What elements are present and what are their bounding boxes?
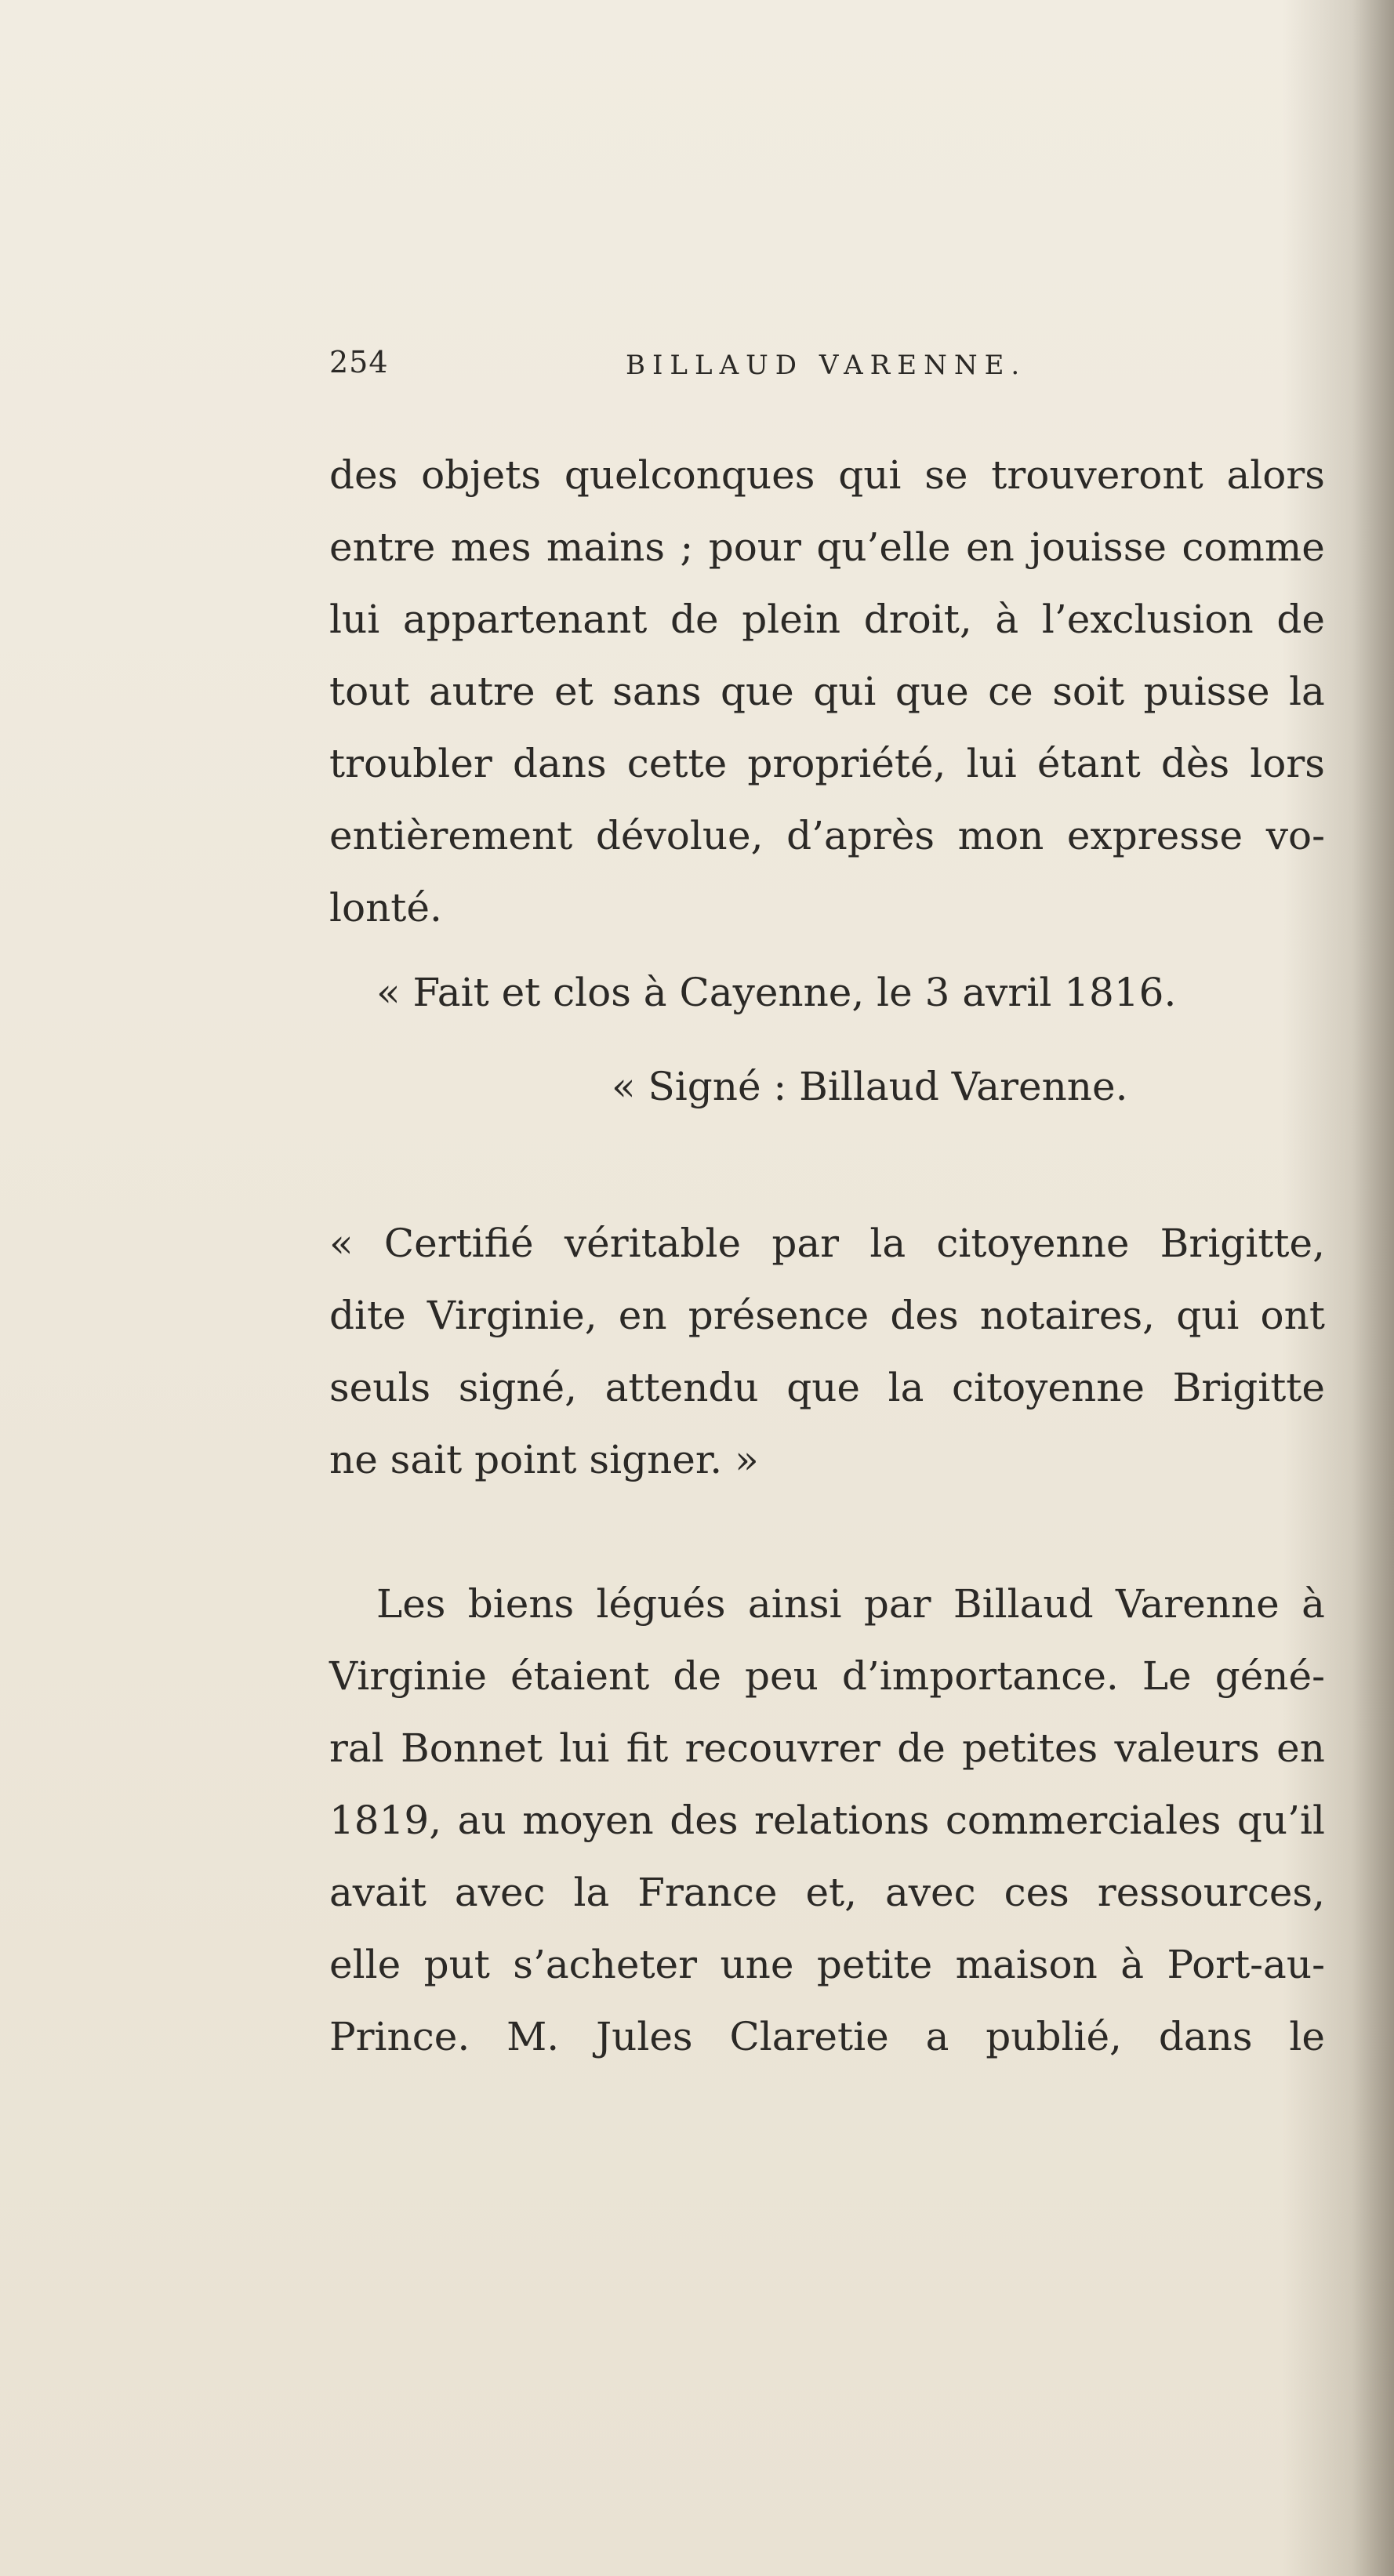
- word: citoyenne: [936, 1221, 1130, 1266]
- word: la: [888, 1365, 924, 1410]
- word: pour: [708, 524, 801, 570]
- page-header: [329, 345, 1333, 400]
- word: jouisse: [1029, 524, 1167, 570]
- word: dévolue,: [595, 813, 764, 858]
- word: objets: [421, 452, 542, 498]
- word: petites: [962, 1725, 1098, 1771]
- word: véritable: [564, 1221, 742, 1266]
- word: «: [329, 1221, 354, 1266]
- text-line: [329, 511, 1325, 583]
- word: Les: [376, 1581, 446, 1627]
- word: se: [924, 452, 968, 498]
- word: lui: [559, 1725, 610, 1771]
- word: ce: [988, 669, 1033, 714]
- word: de: [670, 597, 719, 642]
- word: le: [1289, 2014, 1325, 2059]
- word: par: [863, 1581, 931, 1627]
- word: de: [673, 1653, 721, 1699]
- word: en: [966, 524, 1015, 570]
- word: fit: [626, 1725, 669, 1771]
- text-line: [329, 439, 1325, 511]
- word: 1819,: [329, 1798, 442, 1843]
- text-line: [329, 583, 1325, 655]
- word: dès: [1160, 741, 1230, 786]
- word: dans: [1158, 2014, 1253, 2059]
- word: dite: [329, 1293, 406, 1338]
- word: à: [1301, 1581, 1325, 1627]
- word: des: [329, 452, 398, 498]
- word: que: [720, 669, 794, 714]
- word: lors: [1250, 741, 1325, 786]
- word: avec: [454, 1870, 546, 1915]
- word: avec: [884, 1870, 976, 1915]
- word: ces: [1004, 1870, 1069, 1915]
- word: Brigitte: [1172, 1365, 1325, 1410]
- word: Varenne: [1115, 1581, 1280, 1627]
- word: comme: [1182, 524, 1325, 570]
- word: qu’elle: [816, 524, 951, 570]
- word: Le: [1142, 1653, 1192, 1699]
- word: présence: [688, 1293, 869, 1338]
- word: Prince.: [329, 2014, 470, 2059]
- word: France: [637, 1870, 778, 1915]
- word: d’après: [786, 813, 935, 858]
- word: par: [771, 1221, 840, 1266]
- word: qui: [1176, 1293, 1240, 1338]
- word: droit,: [863, 597, 972, 642]
- word: des: [670, 1798, 739, 1843]
- word: dans: [512, 741, 607, 786]
- word: vo-: [1265, 813, 1325, 858]
- word: au: [457, 1798, 506, 1843]
- word: et: [554, 669, 594, 714]
- word: expresse: [1066, 813, 1243, 858]
- word: relations: [754, 1798, 930, 1843]
- text-line: [329, 1279, 1325, 1351]
- word: Claretie: [729, 2014, 889, 2059]
- word: la: [573, 1870, 610, 1915]
- word: tout: [329, 669, 410, 714]
- word: que: [895, 669, 969, 714]
- word: qui: [813, 669, 877, 714]
- word: M.: [506, 2014, 560, 2059]
- word: citoyenne: [951, 1365, 1145, 1410]
- word: ont: [1260, 1293, 1325, 1338]
- word: commerciales: [945, 1798, 1222, 1843]
- word: autre: [428, 669, 535, 714]
- word: Certifié: [383, 1221, 534, 1266]
- page-number: 254: [329, 345, 389, 379]
- word: lui: [329, 597, 380, 642]
- word: mes: [450, 524, 532, 570]
- word: troubler: [329, 741, 492, 786]
- word: mains: [546, 524, 665, 570]
- text-line: [329, 727, 1325, 800]
- word: plein: [742, 597, 841, 642]
- word: Jules: [596, 2014, 693, 2059]
- word: entre: [329, 524, 436, 570]
- word: s’acheter: [513, 1942, 698, 1987]
- word: soit: [1052, 669, 1125, 714]
- word: à: [995, 597, 1019, 642]
- text-line: ne sait point signer. »: [329, 1437, 759, 1482]
- word: recouvrer: [684, 1725, 880, 1771]
- word: propriété,: [747, 741, 946, 786]
- word: maison: [955, 1942, 1098, 1987]
- word: peu: [745, 1653, 819, 1699]
- word: attendu: [604, 1365, 759, 1410]
- text-line: [329, 1928, 1325, 2001]
- text-line: lonté.: [329, 885, 442, 931]
- word: signé,: [458, 1365, 578, 1410]
- word: notaires,: [979, 1293, 1156, 1338]
- word: géné-: [1214, 1653, 1325, 1699]
- word: put: [423, 1942, 490, 1987]
- word: puisse: [1143, 669, 1270, 714]
- text-line: [329, 1712, 1325, 1784]
- word: avait: [329, 1870, 427, 1915]
- word: cette: [626, 741, 728, 786]
- word: et,: [805, 1870, 858, 1915]
- word: en: [618, 1293, 667, 1338]
- word: seuls: [329, 1365, 431, 1410]
- signature-line: « Signé : Billaud Varenne.: [612, 1064, 1128, 1109]
- word: qu’il: [1236, 1798, 1325, 1843]
- word: appartenant: [402, 597, 648, 642]
- word: ressources,: [1097, 1870, 1325, 1915]
- word: que: [786, 1365, 860, 1410]
- text-line: [329, 1856, 1325, 1928]
- word: trouveront: [991, 452, 1203, 498]
- word: biens: [467, 1581, 575, 1627]
- word: à: [1120, 1942, 1145, 1987]
- text-line: [329, 1784, 1325, 1856]
- text-line: [329, 2001, 1325, 2073]
- word: quelconques: [564, 452, 815, 498]
- text-line: [329, 800, 1325, 872]
- text-line: [329, 1207, 1325, 1279]
- word: l’exclusion: [1041, 597, 1254, 642]
- word: Bonnet: [401, 1725, 543, 1771]
- word: étaient: [510, 1653, 650, 1699]
- word: moyen: [522, 1798, 654, 1843]
- word: Virginie: [329, 1653, 487, 1699]
- word: Port-au-: [1167, 1942, 1325, 1987]
- word: petite: [816, 1942, 933, 1987]
- word: ral: [329, 1725, 384, 1771]
- word: ainsi: [747, 1581, 842, 1627]
- word: alors: [1226, 452, 1325, 498]
- word: a: [925, 2014, 949, 2059]
- word: Virginie,: [427, 1293, 597, 1338]
- word: publié,: [986, 2014, 1122, 2059]
- text-line: [329, 1351, 1325, 1424]
- word: d’importance.: [841, 1653, 1119, 1699]
- text-line: [329, 1640, 1325, 1712]
- word: sans: [612, 669, 702, 714]
- word: entièrement: [329, 813, 573, 858]
- word: elle: [329, 1942, 401, 1987]
- text-line: [329, 655, 1325, 727]
- word: lui: [966, 741, 1017, 786]
- word: la: [1289, 669, 1325, 714]
- word: Brigitte,: [1160, 1221, 1325, 1266]
- running-title: BILLAUD VARENNE.: [626, 350, 1027, 381]
- dateline: « Fait et clos à Cayenne, le 3 avril 1816.: [376, 970, 1177, 1015]
- word: de: [897, 1725, 946, 1771]
- word: en: [1276, 1725, 1325, 1771]
- word: la: [869, 1221, 906, 1266]
- word: une: [720, 1942, 794, 1987]
- word: valeurs: [1114, 1725, 1260, 1771]
- word: ;: [680, 524, 694, 570]
- word: des: [890, 1293, 959, 1338]
- text-line: [376, 1568, 1325, 1640]
- word: de: [1276, 597, 1325, 642]
- word: légués: [596, 1581, 726, 1627]
- word: qui: [838, 452, 902, 498]
- word: étant: [1036, 741, 1141, 786]
- word: Billaud: [953, 1581, 1094, 1627]
- word: mon: [957, 813, 1044, 858]
